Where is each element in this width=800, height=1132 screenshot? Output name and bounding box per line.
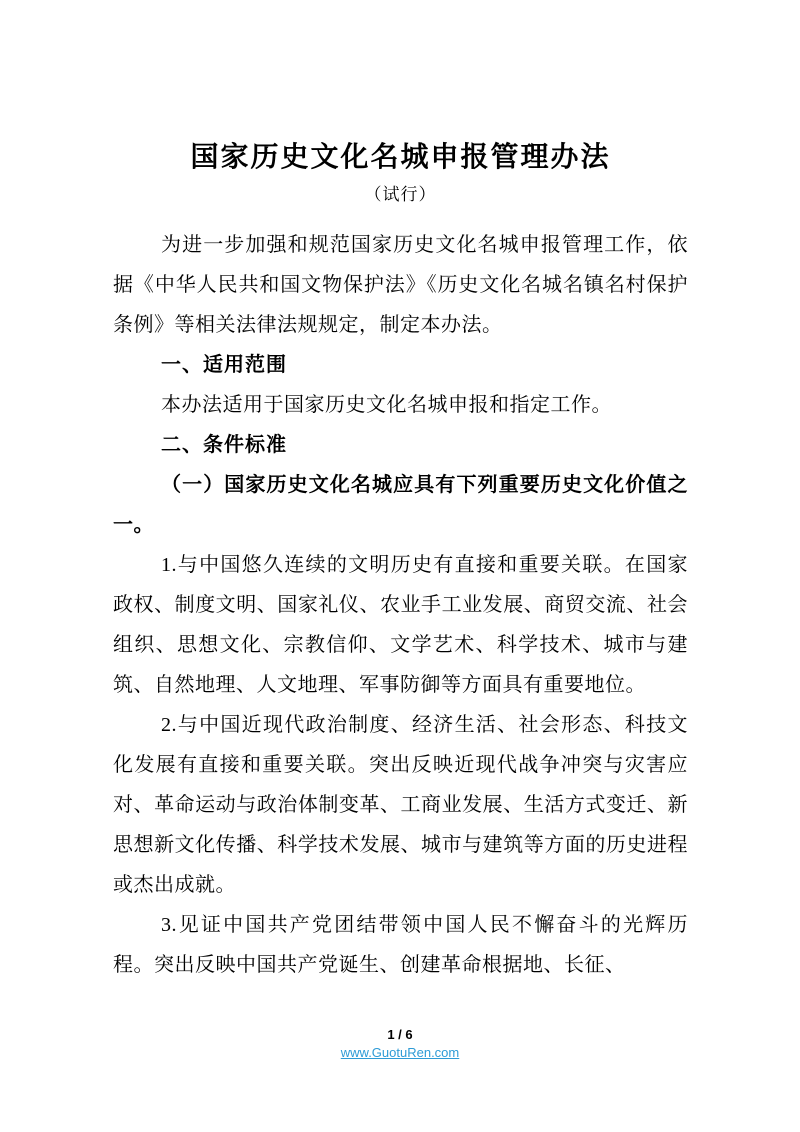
document-subtitle: （试行）	[364, 185, 437, 204]
page-number: 1 / 6	[387, 1027, 413, 1042]
paragraph: 为进一步加强和规范国家历史文化名城申报管理工作，依据《中华人民共和国文物保护法》《历史文化名城名镇名村保护条例》等相关法律法规规定，制定本办法。	[113, 234, 688, 336]
paragraph: （一）国家历史文化名城应具有下列重要历史文化价值之一。	[113, 474, 688, 536]
page-footer	[0, 1026, 800, 1062]
document-body	[113, 225, 688, 985]
paragraph: 1.与中国悠久连续的文明历史有直接和重要关联。在国家政权、制度文明、国家礼仪、农业手工业发展、商贸交流、社会组织、思想文化、宗教信仰、文学艺术、科学技术、城市与建筑、自然地理、人文地理、军事防御等方面具有重要地位。	[113, 554, 688, 696]
footer-link[interactable]: www.GuotuRen.com	[340, 1045, 460, 1060]
section-heading: 二、条件标准	[161, 434, 287, 456]
paragraph: 本办法适用于国家历史文化名城申报和指定工作。	[161, 394, 612, 416]
paragraph: 3.见证中国共产党团结带领中国人民不懈奋斗的光辉历程。突出反映中国共产党诞生、创建革命根据地、长征、	[113, 914, 688, 976]
paragraph: 2.与中国近现代政治制度、经济生活、社会形态、科技文化发展有直接和重要关联。突出反映近现代战争冲突与灾害应对、革命运动与政治体制变革、工商业发展、生活方式变迁、新思想新文化传播、科学技术发展、城市与建筑等方面的历史进程或杰出成就。	[113, 714, 688, 896]
document-title: 国家历史文化名城申报管理办法	[190, 142, 611, 173]
section-heading: 一、适用范围	[161, 354, 287, 376]
